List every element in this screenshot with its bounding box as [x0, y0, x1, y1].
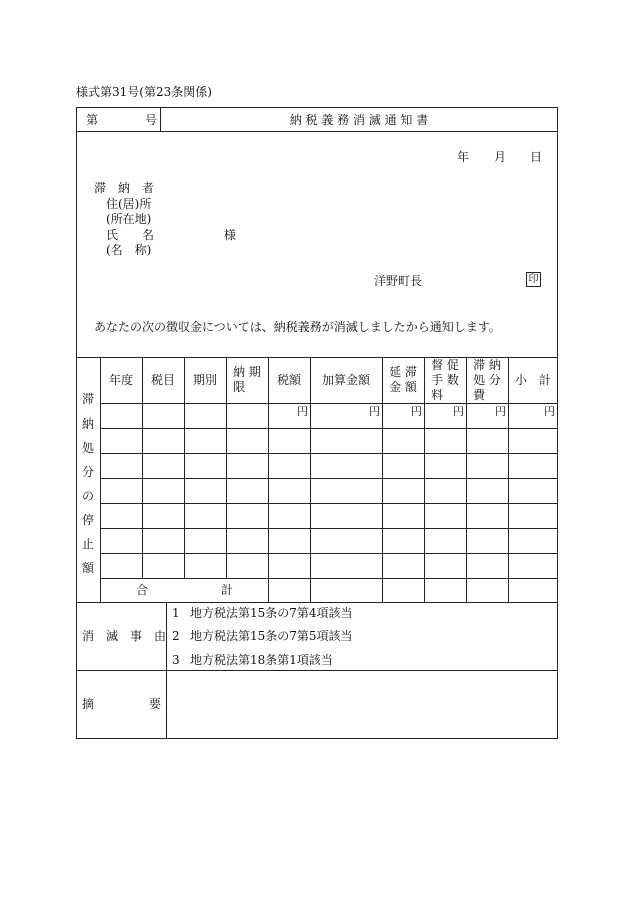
- side-label-char: 額: [81, 561, 94, 575]
- date-year: 年: [457, 150, 470, 164]
- reason-number: 2: [172, 629, 180, 643]
- total-label-left: 合: [136, 583, 149, 597]
- location-label: (所在地): [106, 212, 152, 226]
- col-header-year: 年度: [108, 372, 133, 387]
- issuer-name: 洋野町長: [374, 274, 423, 288]
- side-label-char: 止: [81, 537, 94, 551]
- name-sub-label: (名 称): [106, 243, 152, 257]
- currency-unit: 円: [495, 405, 506, 418]
- currency-unit: 円: [544, 405, 555, 418]
- number-suffix: 号: [145, 113, 158, 127]
- currency-unit: 円: [369, 405, 380, 418]
- side-label-char: 納: [81, 417, 94, 431]
- col-header-additional-amount: 加算金額: [321, 372, 370, 387]
- form-label: 様式第31号(第23条関係): [76, 85, 212, 99]
- side-label-char: 停: [81, 513, 94, 527]
- reason-number: 1: [172, 606, 180, 620]
- date-month: 月: [494, 150, 507, 164]
- delinquent-label: 滞 納 者: [94, 181, 155, 195]
- reason-text: 地方税法第15条の7第4項該当: [190, 606, 353, 620]
- address-label: 住(居)所: [106, 197, 152, 211]
- currency-unit: 円: [453, 405, 464, 418]
- col-header-subtotal: 小 計: [514, 372, 551, 387]
- number-prefix: 第: [86, 113, 99, 127]
- currency-unit: 円: [411, 405, 422, 418]
- col-header-late-fee: 延 滞 金 額: [389, 365, 417, 394]
- side-label-char: の: [81, 489, 94, 503]
- col-header-demand-fee: 督 促 手 数 料: [431, 357, 459, 402]
- col-header-due-date: 納 期 限: [233, 365, 261, 394]
- reason-text: 地方税法第15条の7第5項該当: [190, 629, 353, 643]
- side-label-char: 滞: [81, 392, 94, 406]
- side-label-char: 分: [81, 465, 94, 479]
- col-header-tax-amount: 税額: [276, 372, 301, 387]
- reason-number: 3: [172, 653, 180, 667]
- date-day: 日: [530, 150, 543, 164]
- remarks-label-right: 要: [149, 697, 162, 711]
- notice-message: あなたの次の徴収金については、納税義務が消滅しましたから通知します。: [94, 320, 501, 334]
- document-title: 納 税 義 務 消 滅 通 知 書: [289, 113, 429, 127]
- side-label-char: 処: [81, 441, 94, 455]
- col-header-disposition-cost: 滞 納 処 分 費: [473, 357, 501, 402]
- reason-text: 地方税法第18条第1項該当: [190, 653, 333, 667]
- seal-mark: 印: [526, 272, 541, 287]
- remarks-label-left: 摘: [82, 697, 95, 711]
- extinction-reason-label: 消 滅 事 由: [82, 629, 167, 643]
- name-label: 氏 名: [106, 228, 155, 242]
- col-header-period: 期別: [192, 372, 217, 387]
- col-header-tax-item: 税目: [150, 372, 175, 387]
- honorific: 様: [224, 228, 237, 242]
- currency-unit: 円: [297, 405, 308, 418]
- total-label-right: 計: [221, 583, 234, 597]
